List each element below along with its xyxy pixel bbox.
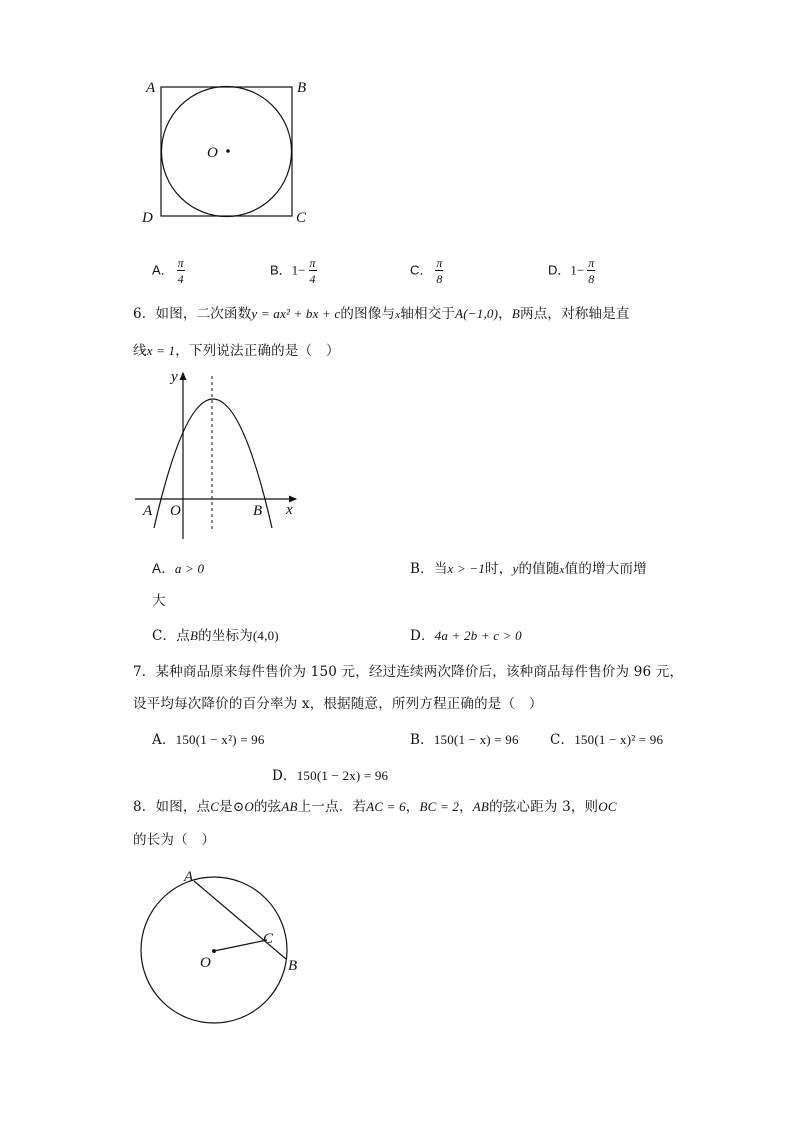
label-a: A — [143, 503, 153, 519]
label-a: A — [184, 869, 194, 885]
option-label: B． — [270, 262, 292, 278]
q8-stem-line1: 8．如图，点C是⊙O的弦AB上一点．若AC = 6，BC = 2，AB的弦心距为 3，则OC — [133, 799, 617, 815]
fraction: $\frac{\pi}{8}$ — [436, 256, 443, 286]
fraction: $\frac{\pi}{4}$ — [309, 256, 316, 286]
label-b: B — [297, 80, 307, 96]
square-circle-figure — [136, 70, 326, 230]
q7-option-d[interactable]: D．150(1 − 2x) = 96 — [272, 768, 389, 784]
q7-stem-line2: 设平均每次降价的百分率为 x，根据随意，所列方程正确的是（ ） — [133, 696, 543, 712]
q6-stem-line1: 6．如图，二次函数y = ax² + bx + c的图像与x轴相交于A(−1,0)，B两点，对称轴是直 — [133, 306, 630, 322]
q5-option-c[interactable] — [410, 257, 443, 285]
fraction: $\frac{\pi}{8}$ — [588, 256, 595, 286]
parabola-figure — [130, 364, 310, 544]
center-point-o — [226, 149, 230, 153]
q6-option-c[interactable]: C．点B的坐标为(4,0) — [152, 628, 279, 644]
q7-option-a[interactable]: A．150(1 − x²) = 96 — [152, 732, 265, 748]
segment-oc — [214, 940, 267, 951]
q7-option-b[interactable]: B．150(1 − x) = 96 — [410, 732, 519, 748]
q7-option-c[interactable]: C．150(1 − x)² = 96 — [550, 732, 664, 748]
option-label: D． — [548, 262, 571, 278]
q5-option-a[interactable] — [152, 257, 185, 285]
label-c: C — [263, 931, 274, 947]
center-point-o — [212, 949, 216, 953]
q5-option-d[interactable] — [548, 257, 595, 285]
q5-option-b[interactable] — [270, 257, 317, 285]
q6-option-b[interactable]: B．当x > −1时，y的值随x值的增大而增 — [410, 561, 647, 577]
label-d: D — [142, 210, 153, 226]
circle-chord-figure — [130, 862, 310, 1037]
q6-stem-line2: 线x = 1，下列说法正确的是（ ） — [133, 343, 340, 359]
option-prefix: 1− — [570, 262, 585, 278]
q7-stem-line1: 7．某种商品原来每件售价为 150 元，经过连续两次降价后，该种商品每件售价为 96 元， — [133, 664, 684, 680]
q6-option-d[interactable]: D．4a + 2b + c > 0 — [410, 628, 522, 644]
fraction: $\frac{\pi}{4}$ — [177, 256, 184, 286]
label-y: y — [171, 369, 178, 385]
label-b: B — [253, 503, 263, 519]
label-o: O — [170, 503, 181, 519]
label-a: A — [146, 80, 156, 96]
q6-option-b-wrap: 大 — [152, 593, 166, 609]
label-b: B — [288, 958, 298, 974]
label-x: x — [286, 502, 293, 518]
q8-stem-line2: 的长为（ ） — [133, 832, 216, 848]
option-label: A． — [152, 262, 174, 278]
label-o: O — [200, 955, 211, 971]
label-o: O — [207, 145, 218, 161]
option-label: C． — [410, 262, 433, 278]
chord-ab — [194, 881, 286, 959]
label-c: C — [296, 210, 307, 226]
option-prefix: 1− — [291, 262, 306, 278]
q6-option-a[interactable]: A．a > 0 — [152, 561, 205, 576]
